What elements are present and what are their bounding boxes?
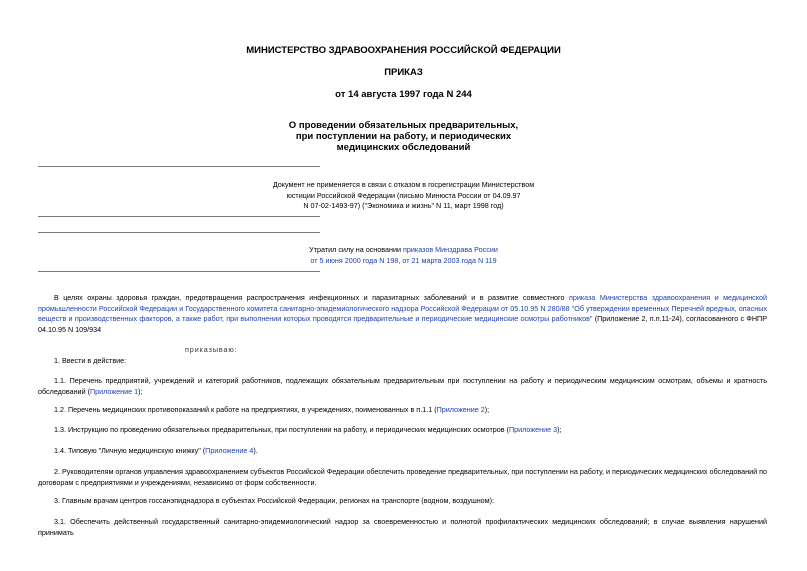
item-1: 1. Ввести в действие: — [54, 356, 127, 365]
title-line-3: медицинских обследований — [336, 142, 471, 153]
preamble-text-end: (Приложение 2, п.п.11-24), согласованного с ФНПР 04.10.95 N 109/934 — [38, 314, 767, 334]
preamble-paragraph — [38, 293, 767, 335]
item-2: 2. Руководителям органов управления здравоохранением субъектов Российской Федерации обеспечить проведение предварительных, при поступлении на работу, и периодических медицинских обследований по договорам с предприятиями и учреждениями, независимо от форм собственности. — [38, 467, 767, 487]
title-line-2: при поступлении на работу, и периодических — [295, 131, 512, 142]
divider — [38, 216, 320, 217]
repeal-prefix: Утратил силу на основании — [309, 245, 403, 254]
divider — [38, 232, 320, 233]
appendix-3-link[interactable]: Приложение 3 — [508, 425, 558, 434]
ministry-heading: МИНИСТЕРСТВО ЗДРАВООХРАНЕНИЯ РОССИЙСКОЙ ФЕДЕРАЦИИ — [246, 45, 561, 56]
divider — [38, 166, 320, 167]
date-number-heading: от 14 августа 1997 года N 244 — [335, 89, 472, 100]
item-3: 3. Главным врачам центров госсанэпиднадзора в субъектах Российской Федерации, регионах на транспорте (водном, воздушном): — [54, 496, 495, 505]
repeal-link-dates[interactable]: от 5 июня 2000 года N 198, от 21 марта 2003 года N 119 — [310, 255, 497, 265]
registration-note — [0, 180, 807, 212]
item-1-2: 1.2. Перечень медицинских противопоказаний к работе на предприятиях, в учреждениях, поименованных в п.1.1 (Приложение 2); — [54, 405, 490, 414]
divider — [38, 271, 320, 272]
repeal-note — [0, 245, 807, 266]
repeal-link[interactable]: приказов Минздрава России — [402, 245, 498, 254]
joint-order-link[interactable]: приказа Министерства здравоохранения и медицинской промышленности Российской Федерации и Государственного комитета санитарно-эпидемиологического надзора Российской Федерации от 05.10.95 N 280/88 "Об утверждении временных Перечней вредных, опасных веществ и производственных факторов, а также работ, при выполнении которых проводятся предварительные и периодические медицинские осмотры работников" — [38, 293, 767, 323]
appendix-4-link[interactable]: Приложение 4 — [205, 446, 254, 455]
item-1-3: 1.3. Инструкцию по проведению обязательных предварительных, при поступлении на работу, и периодических медицинских осмотров (Приложение 3); — [54, 425, 562, 434]
order-word: приказываю: — [185, 345, 238, 354]
item-1-1: 1.1. Перечень предприятий, учреждений и категорий работников, подлежащих обязательным предварительным при поступлении на работу и периодическим медицинским осмотрам, объемы и кратность обследований (Приложение 1); — [38, 376, 767, 396]
note-line-3: N 07-02-1493-97) ("Экономика и жизнь" N 11, март 1998 год) — [303, 201, 504, 210]
title-line-1: О проведении обязательных предварительных, — [288, 120, 519, 131]
note-line-1: Документ не применяется в связи с отказом в госрегистрации Министерством — [272, 180, 535, 189]
item-1-4: 1.4. Типовую "Личную медицинскую книжку" (Приложение 4). — [54, 446, 258, 455]
doc-type-heading: ПРИКАЗ — [384, 67, 423, 78]
note-line-2: юстиции Российской Федерации (письмо Минюста России от 04.09.97 — [286, 190, 521, 200]
item-3-1: 3.1. Обеспечить действенный государственный санитарно-эпидемиологический надзор за своевременностью и полнотой профилактических медицинских обследований; в случае выявления нарушений принимать — [38, 517, 767, 537]
appendix-2-link[interactable]: Приложение 2 — [436, 405, 485, 414]
appendix-1-link[interactable]: Приложение 1 — [89, 386, 139, 396]
preamble-text: В целях охраны здоровья граждан, предотвращения распространения инфекционных и паразитарных заболеваний и в развитие совместного — [54, 293, 569, 302]
